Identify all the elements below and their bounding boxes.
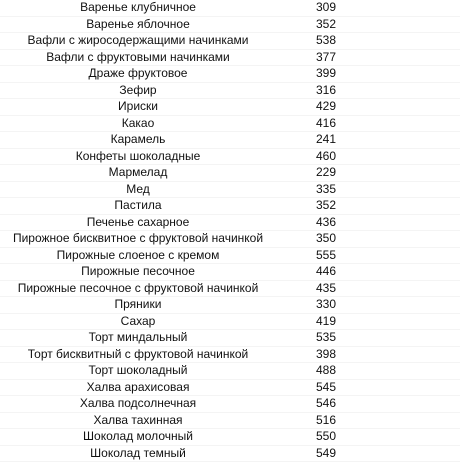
product-name-cell: Какао bbox=[121, 115, 155, 130]
product-name-cell: Пастила bbox=[114, 198, 162, 212]
table-row bbox=[0, 330, 460, 347]
product-name-cell: Пирожное бисквитное с фруктовой начинкой bbox=[12, 231, 264, 245]
calorie-value-cell: 535 bbox=[316, 330, 337, 344]
calorie-value-cell: 545 bbox=[316, 379, 337, 394]
table-row bbox=[0, 148, 460, 165]
calorie-value-cell: 446 bbox=[316, 264, 337, 278]
table-row bbox=[0, 396, 460, 413]
product-name-cell: Конфеты шоколадные bbox=[75, 148, 201, 163]
product-name-cell: Пирожные песочное bbox=[81, 264, 195, 278]
calorie-value-cell: 330 bbox=[316, 297, 337, 311]
table-row bbox=[0, 33, 460, 50]
table-row bbox=[0, 66, 460, 83]
calorie-value-cell: 435 bbox=[316, 280, 337, 295]
calorie-value-cell: 352 bbox=[316, 198, 337, 212]
table-row bbox=[0, 264, 460, 281]
table-row bbox=[0, 280, 460, 297]
table-row bbox=[0, 115, 460, 132]
product-name-cell: Варенье клубничное bbox=[80, 0, 196, 14]
table-row bbox=[0, 363, 460, 380]
table-row bbox=[0, 181, 460, 198]
calorie-value-cell: 546 bbox=[316, 396, 337, 410]
table-row bbox=[0, 429, 460, 446]
product-name-cell: Торт шоколадный bbox=[88, 363, 188, 377]
product-name-cell: Сахар bbox=[120, 313, 156, 328]
table-row bbox=[0, 379, 460, 396]
product-name-cell: Халва подсолнечная bbox=[79, 396, 197, 410]
calorie-value-cell: 309 bbox=[316, 0, 337, 14]
calorie-value-cell: 549 bbox=[316, 445, 337, 460]
table-row bbox=[0, 445, 460, 462]
product-name-cell: Шоколад темный bbox=[90, 445, 186, 460]
calorie-value-cell: 335 bbox=[316, 181, 337, 196]
table-row bbox=[0, 214, 460, 231]
table-row bbox=[0, 132, 460, 149]
calorie-value-cell: 419 bbox=[316, 313, 337, 328]
calorie-value-cell: 350 bbox=[316, 231, 337, 245]
table-row bbox=[0, 99, 460, 116]
product-name-cell: Печенье сахарное bbox=[86, 214, 190, 229]
calorie-value-cell: 538 bbox=[316, 33, 337, 47]
calorie-value-cell: 241 bbox=[316, 132, 337, 146]
table-row bbox=[0, 198, 460, 215]
product-name-cell: Торт бисквитный с фруктовой начинкой bbox=[27, 346, 249, 361]
table-row bbox=[0, 49, 460, 66]
table-row bbox=[0, 313, 460, 330]
calorie-value-cell: 229 bbox=[316, 165, 337, 179]
calorie-value-cell: 416 bbox=[316, 115, 337, 130]
calorie-value-cell: 398 bbox=[316, 346, 337, 361]
product-name-cell: Ириски bbox=[118, 99, 158, 113]
product-name-cell: Торт миндальный bbox=[88, 330, 188, 344]
calorie-value-cell: 399 bbox=[316, 66, 337, 80]
table-row bbox=[0, 247, 460, 264]
product-name-cell: Карамель bbox=[110, 132, 166, 146]
table-row bbox=[0, 0, 460, 16]
calorie-value-cell: 429 bbox=[316, 99, 337, 113]
product-name-cell: Пряники bbox=[114, 297, 162, 311]
table-row bbox=[0, 297, 460, 314]
calorie-value-cell: 316 bbox=[316, 82, 337, 97]
calorie-value-cell: 550 bbox=[316, 429, 337, 443]
product-name-cell: Зефир bbox=[119, 82, 157, 97]
product-name-cell: Халва арахисовая bbox=[86, 379, 190, 394]
table-row bbox=[0, 231, 460, 248]
product-name-cell: Пирожные песочное с фруктовой начинкой bbox=[17, 280, 259, 295]
product-name-cell: Варенье яблочное bbox=[86, 16, 190, 31]
calorie-value-cell: 352 bbox=[316, 16, 337, 31]
calorie-value-cell: 555 bbox=[316, 247, 337, 262]
product-name-cell: Пирожные слоеное с кремом bbox=[56, 247, 220, 262]
product-name-cell: Вафли с жиросодержащими начинками bbox=[27, 33, 249, 47]
product-name-cell: Драже фруктовое bbox=[88, 66, 188, 80]
product-name-cell: Шоколад молочный bbox=[83, 429, 193, 443]
table-row bbox=[0, 412, 460, 429]
calorie-value-cell: 488 bbox=[316, 363, 337, 377]
calorie-value-cell: 436 bbox=[316, 214, 337, 229]
table-row bbox=[0, 165, 460, 182]
table-row bbox=[0, 16, 460, 33]
table-row bbox=[0, 346, 460, 363]
calorie-value-cell: 377 bbox=[316, 49, 337, 64]
product-name-cell: Мармелад bbox=[108, 165, 168, 179]
calorie-value-cell: 516 bbox=[316, 412, 337, 427]
product-name-cell: Халва тахинная bbox=[93, 412, 183, 427]
table-row bbox=[0, 82, 460, 99]
product-name-cell: Вафли с фруктовыми начинками bbox=[46, 49, 230, 64]
calorie-value-cell: 460 bbox=[316, 148, 337, 163]
product-name-cell: Мед bbox=[126, 181, 150, 196]
